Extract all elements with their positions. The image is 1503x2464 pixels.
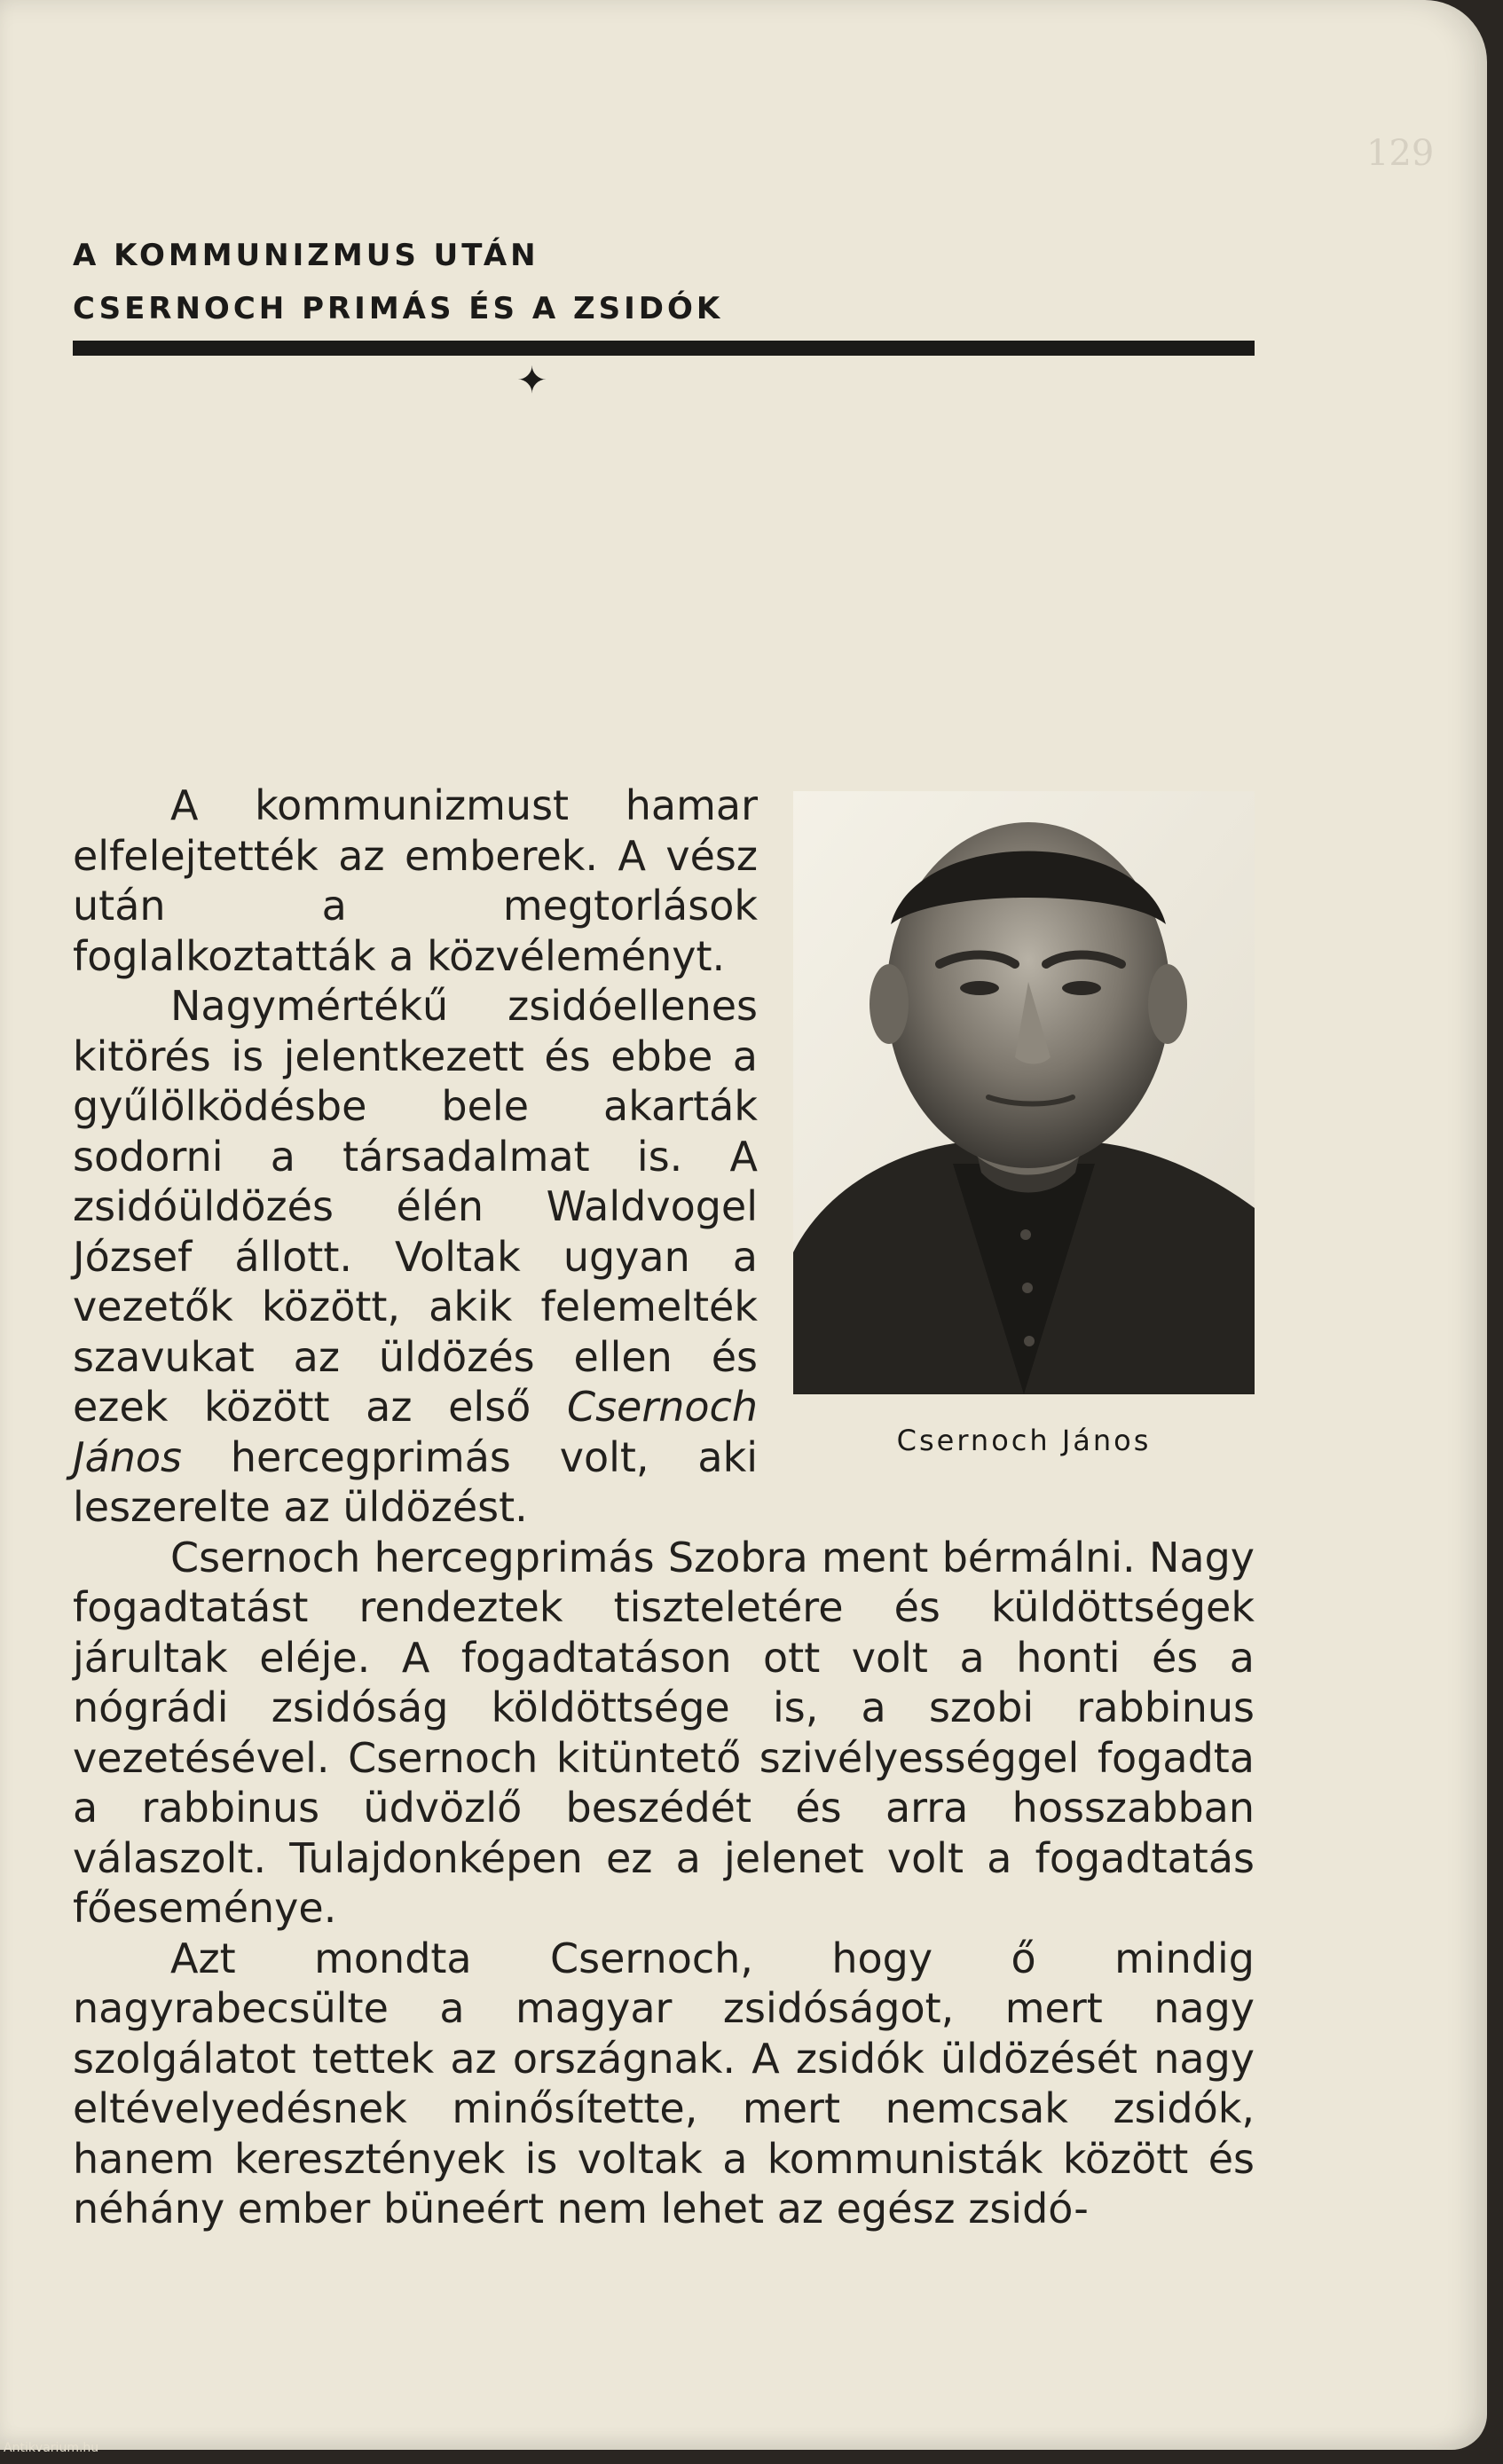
paragraph-3: Csernoch hercegprimás Szobra ment bérmálni. Nagy fogadtatást rendeztek tiszteletére és küldöttségek járultak eléje. A fogadtatáson ott volt a honti és a nógrádi zsidóság köldöttsége is, a szobi rabbinus vezetésével. Csernoch kitüntető szivélyességgel fogadta a rabbinus üdvözlő beszédét és arra hosszabban válaszolt. Tulajdonképen ez a jelenet volt a fogadtatás főeseménye. bbox=[73, 1533, 1255, 1932]
portrait-photo bbox=[793, 791, 1255, 1394]
paragraph-1: A kommunizmust hamar elfelejtették az emberek. A vész után a megtorlások foglalkoztatták a közvéleményt. bbox=[73, 781, 758, 980]
page-number: 129 bbox=[1366, 133, 1435, 174]
chapter-heading bbox=[73, 229, 1271, 335]
chapter-heading-line-2: CSERNOCH PRIMÁS ÉS A ZSIDÓK bbox=[73, 291, 724, 326]
watermark: Antikvarium.hu bbox=[4, 2441, 99, 2455]
paragraph-2-emphasis: Csernoch János bbox=[73, 1383, 758, 1481]
paragraph-4: Azt mondta Csernoch, hogy ő mindig nagyrabecsülte a magyar zsidóságot, mert nagy szolgálatot tettek az országnak. A zsidók üldözését nagy eltévelyedésnek minősítette, mert nemcsak zsidók, hanem keresztények is voltak a kommunisták között és néhány ember büneért nem lehet az egész zsidó- bbox=[73, 1934, 1255, 2233]
portrait-caption: Csernoch János bbox=[896, 1424, 1152, 1457]
portrait-figure bbox=[793, 791, 1255, 1458]
body-text bbox=[73, 781, 1255, 2234]
ornament-icon: ✦ bbox=[516, 358, 548, 402]
paragraph-2-end: hercegprimás volt, aki leszerelte az üldözést. bbox=[73, 1432, 758, 1531]
paragraph-2-start: Nagymértékű zsidóellenes kitörés is jelentkezett és ebbe a gyűlölködésbe bele akarták sodorni a társadalmat is. A zsidóüldözés élén Waldvogel József állott. Voltak ugyan a vezetők között, akik felemelték szavukat az üldözés ellen és ezek között az első bbox=[73, 982, 758, 1431]
chapter-heading-line-1: A KOMMUNIZMUS UTÁN bbox=[73, 238, 539, 273]
heading-rule bbox=[73, 341, 1255, 356]
